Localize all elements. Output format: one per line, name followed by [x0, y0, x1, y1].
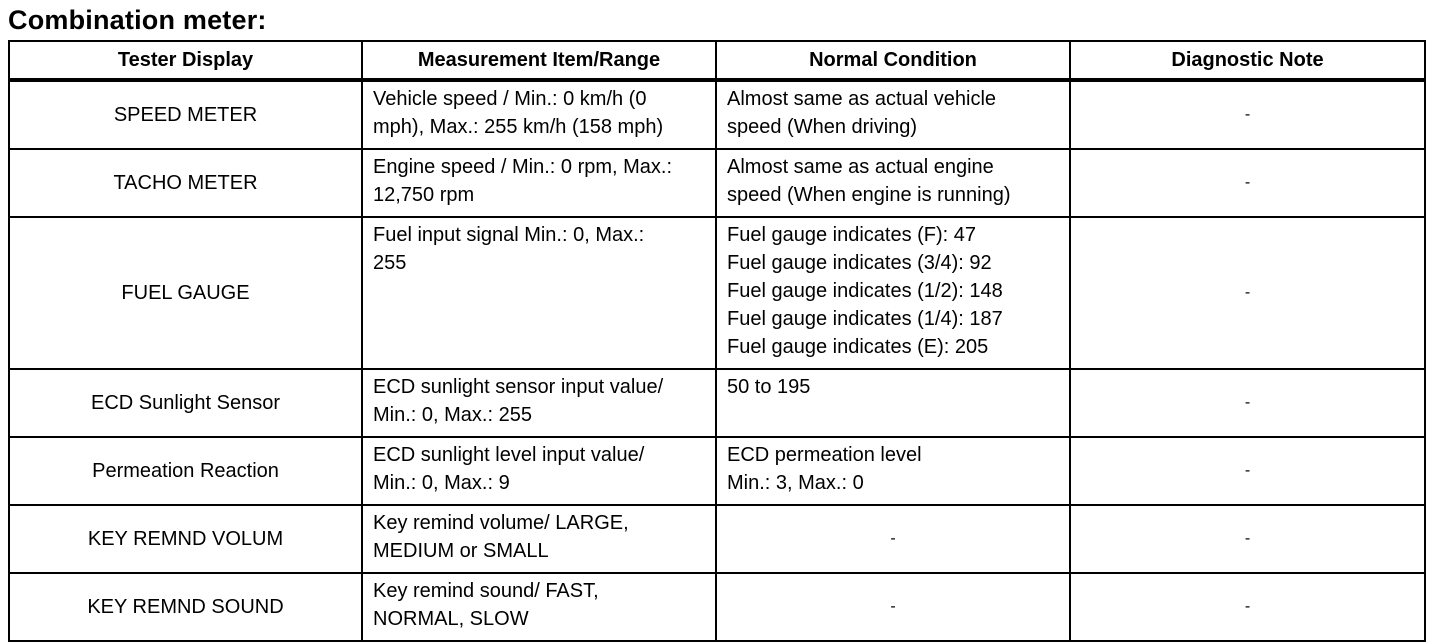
diagnostic-note-cell: - — [1070, 149, 1425, 217]
table-row — [9, 80, 1425, 149]
normal-condition-cell — [716, 369, 1070, 437]
tester-display-cell: KEY REMND VOLUM — [9, 505, 362, 573]
measurement-cell — [362, 369, 716, 437]
measurement-cell — [362, 80, 716, 149]
diagnostic-note-cell: - — [1070, 505, 1425, 573]
measurement-cell — [362, 573, 716, 641]
table-row — [9, 437, 1425, 505]
normal-condition-cell: - — [716, 573, 1070, 641]
measurement-cell — [362, 217, 716, 369]
normal-condition-line: 50 to 195 — [727, 376, 811, 398]
combination-meter-table — [8, 40, 1426, 642]
normal-condition-line: Min.: 3, Max.: 0 — [727, 472, 864, 494]
normal-condition-line: Fuel gauge indicates (E): 205 — [727, 336, 989, 358]
measurement-line: ECD sunlight level input value/ — [373, 444, 645, 466]
table-row — [9, 505, 1425, 573]
table-row — [9, 369, 1425, 437]
measurement-line: Key remind volume/ LARGE, — [373, 512, 629, 534]
measurement-line: Vehicle speed / Min.: 0 km/h (0 — [373, 88, 647, 110]
measurement-cell — [362, 505, 716, 573]
normal-condition-line: speed (When driving) — [727, 116, 918, 138]
normal-condition-cell: - — [716, 505, 1070, 573]
normal-condition-cell — [716, 80, 1070, 149]
normal-condition-line: Fuel gauge indicates (3/4): 92 — [727, 252, 992, 274]
header-measurement-item: Measurement Item/Range — [362, 41, 716, 80]
measurement-cell — [362, 149, 716, 217]
combination-meter-table-wrap — [8, 40, 1424, 642]
table-row — [9, 217, 1425, 369]
diagnostic-note-cell: - — [1070, 369, 1425, 437]
tester-display-cell: SPEED METER — [9, 80, 362, 149]
normal-condition-line: Fuel gauge indicates (1/2): 148 — [727, 280, 1003, 302]
normal-condition-line: speed (When engine is running) — [727, 184, 1011, 206]
header-tester-display: Tester Display — [9, 41, 362, 80]
measurement-line: ECD sunlight sensor input value/ — [373, 376, 664, 398]
normal-condition-line: ECD permeation level — [727, 444, 922, 466]
measurement-line: 12,750 rpm — [373, 184, 475, 206]
diagnostic-note-cell: - — [1070, 217, 1425, 369]
normal-condition-line: Fuel gauge indicates (1/4): 187 — [727, 308, 1003, 330]
table-row — [9, 573, 1425, 641]
tester-display-cell: FUEL GAUGE — [9, 217, 362, 369]
header-diagnostic-note: Diagnostic Note — [1070, 41, 1425, 80]
tester-display-cell: TACHO METER — [9, 149, 362, 217]
page-title: Combination meter: — [8, 5, 267, 35]
table-row — [9, 149, 1425, 217]
table-header-row — [9, 41, 1425, 80]
measurement-line: mph), Max.: 255 km/h (158 mph) — [373, 116, 664, 138]
measurement-line: 255 — [373, 252, 407, 274]
normal-condition-cell — [716, 437, 1070, 505]
normal-condition-line: Almost same as actual engine — [727, 156, 994, 178]
measurement-line: MEDIUM or SMALL — [373, 540, 549, 562]
tester-display-cell: Permeation Reaction — [9, 437, 362, 505]
diagnostic-note-cell: - — [1070, 573, 1425, 641]
diagnostic-note-cell: - — [1070, 80, 1425, 149]
measurement-line: Min.: 0, Max.: 255 — [373, 404, 532, 426]
measurement-line: Fuel input signal Min.: 0, Max.: — [373, 224, 645, 246]
normal-condition-cell — [716, 217, 1070, 369]
measurement-line: NORMAL, SLOW — [373, 608, 529, 630]
measurement-cell — [362, 437, 716, 505]
normal-condition-line: Fuel gauge indicates (F): 47 — [727, 224, 977, 246]
diagnostic-note-cell: - — [1070, 437, 1425, 505]
measurement-line: Engine speed / Min.: 0 rpm, Max.: — [373, 156, 673, 178]
normal-condition-cell — [716, 149, 1070, 217]
tester-display-cell: KEY REMND SOUND — [9, 573, 362, 641]
tester-display-cell: ECD Sunlight Sensor — [9, 369, 362, 437]
normal-condition-line: Almost same as actual vehicle — [727, 88, 997, 110]
measurement-line: Min.: 0, Max.: 9 — [373, 472, 510, 494]
header-normal-condition: Normal Condition — [716, 41, 1070, 80]
measurement-line: Key remind sound/ FAST, — [373, 580, 599, 602]
